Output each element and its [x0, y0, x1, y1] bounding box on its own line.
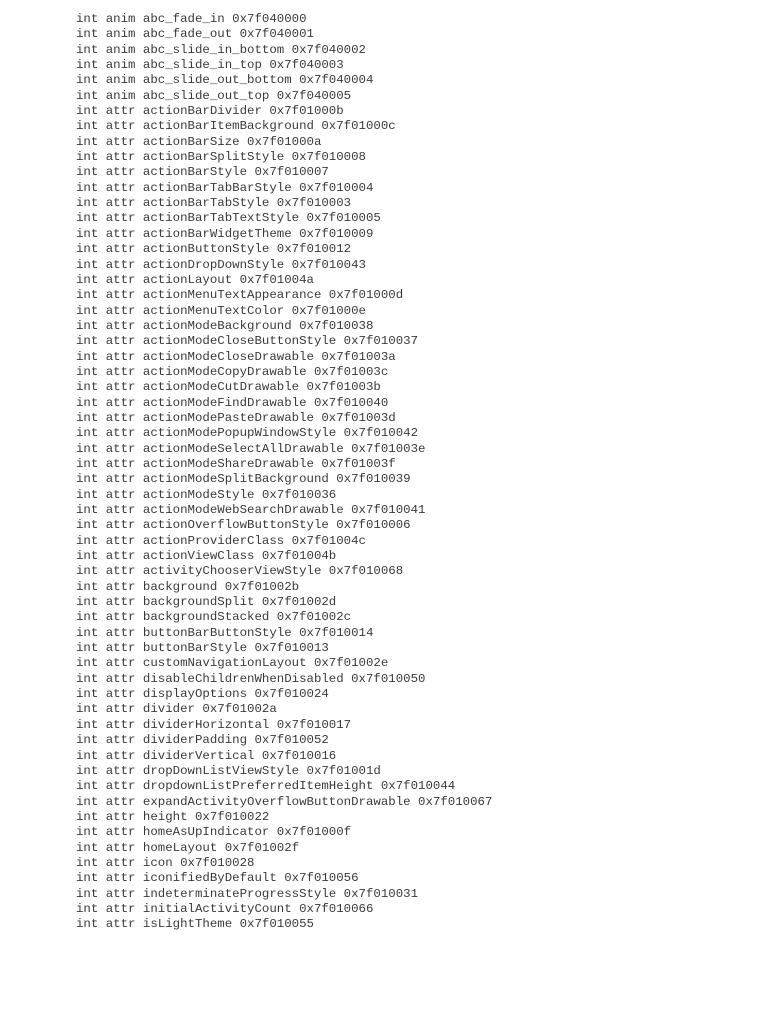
text-line: int anim abc_slide_in_bottom 0x7f040002 [76, 42, 366, 57]
text-line: int attr homeAsUpIndicator 0x7f01000f [76, 825, 352, 840]
text-line: int attr actionDropDownStyle 0x7f010043 [76, 257, 366, 272]
text-line: int attr actionMenuTextColor 0x7f01000e [76, 303, 366, 318]
text-line: int anim abc_slide_out_bottom 0x7f040004 [76, 73, 374, 88]
text-line: int attr actionModeShareDrawable 0x7f01003f [76, 456, 396, 471]
text-line: int attr dropdownListPreferredItemHeight 0x7f010044 [76, 779, 456, 794]
text-line: int attr buttonBarButtonStyle 0x7f010014 [76, 625, 374, 640]
text-line: int attr indeterminateProgressStyle 0x7f010031 [76, 886, 419, 901]
text-line: int attr buttonBarStyle 0x7f010013 [76, 641, 329, 656]
text-line: int attr divider 0x7f01002a [76, 702, 277, 717]
text-line: int attr actionLayout 0x7f01004a [76, 272, 314, 287]
text-line: int attr iconifiedByDefault 0x7f010056 [76, 871, 359, 886]
text-line: int attr backgroundSplit 0x7f01002d [76, 595, 337, 610]
text-line: int attr actionBarWidgetTheme 0x7f010009 [76, 226, 374, 241]
text-line: int attr actionBarSplitStyle 0x7f010008 [76, 150, 366, 165]
text-line: int attr initialActivityCount 0x7f010066 [76, 901, 374, 916]
document-page [76, 12, 756, 933]
text-line: int attr actionButtonStyle 0x7f010012 [76, 242, 352, 257]
text-line: int attr actionBarItemBackground 0x7f01000c [76, 119, 396, 134]
text-line: int attr actionModeCloseDrawable 0x7f01003a [76, 349, 396, 364]
text-line: int attr background 0x7f01002b [76, 579, 300, 594]
text-line: int attr actionMenuTextAppearance 0x7f01000d [76, 288, 404, 303]
text-line: int attr actionOverflowButtonStyle 0x7f010006 [76, 518, 411, 533]
text-line: int attr activityChooserViewStyle 0x7f010068 [76, 564, 404, 579]
text-line: int attr isLightTheme 0x7f010055 [76, 917, 314, 932]
text-line: int attr actionBarTabStyle 0x7f010003 [76, 196, 352, 211]
text-line: int attr actionModeCopyDrawable 0x7f01003c [76, 364, 389, 379]
text-line: int attr actionBarTabBarStyle 0x7f010004 [76, 180, 374, 195]
text-line: int anim abc_fade_in 0x7f040000 [76, 12, 307, 26]
text-line: int attr actionProviderClass 0x7f01004c [76, 533, 366, 548]
text-line: int attr actionBarDivider 0x7f01000b [76, 104, 344, 119]
text-line: int attr backgroundStacked 0x7f01002c [76, 610, 352, 625]
text-line: int attr actionModePasteDrawable 0x7f01003d [76, 410, 396, 425]
text-line: int attr expandActivityOverflowButtonDrawable 0x7f010067 [76, 794, 493, 809]
text-line: int attr actionViewClass 0x7f01004b [76, 549, 337, 564]
text-line: int anim abc_slide_in_top 0x7f040003 [76, 58, 344, 73]
text-line: int attr actionModeCloseButtonStyle 0x7f010037 [76, 334, 419, 349]
text-line: int attr actionBarStyle 0x7f010007 [76, 165, 329, 180]
text-line: int attr actionModeCutDrawable 0x7f01003b [76, 380, 381, 395]
text-line: int attr actionModeSplitBackground 0x7f010039 [76, 472, 411, 487]
text-line: int attr actionBarTabTextStyle 0x7f010005 [76, 211, 381, 226]
text-line: int anim abc_slide_out_top 0x7f040005 [76, 88, 352, 103]
text-line: int attr displayOptions 0x7f010024 [76, 687, 329, 702]
text-line: int attr dividerVertical 0x7f010016 [76, 748, 337, 763]
text-line: int attr dividerHorizontal 0x7f010017 [76, 717, 352, 732]
text-line: int attr dividerPadding 0x7f010052 [76, 733, 329, 748]
text-line: int attr actionModeWebSearchDrawable 0x7f010041 [76, 503, 426, 517]
text-line: int attr icon 0x7f010028 [76, 855, 255, 870]
text-line: int attr actionBarSize 0x7f01000a [76, 134, 322, 149]
text-line: int attr height 0x7f010022 [76, 809, 270, 824]
text-line: int attr disableChildrenWhenDisabled 0x7f010050 [76, 671, 426, 686]
text-line: int attr dropDownListViewStyle 0x7f01001d [76, 763, 381, 778]
text-line: int anim abc_fade_out 0x7f040001 [76, 27, 314, 42]
text-line: int attr actionModeFindDrawable 0x7f010040 [76, 395, 389, 410]
text-line: int attr actionModeStyle 0x7f010036 [76, 487, 337, 502]
text-line: int attr homeLayout 0x7f01002f [76, 840, 300, 855]
text-line: int attr customNavigationLayout 0x7f01002e [76, 656, 389, 671]
text-line: int attr actionModeBackground 0x7f010038 [76, 318, 374, 333]
text-line: int attr actionModePopupWindowStyle 0x7f010042 [76, 426, 419, 441]
text-line: int attr actionModeSelectAllDrawable 0x7f01003e [76, 441, 426, 456]
